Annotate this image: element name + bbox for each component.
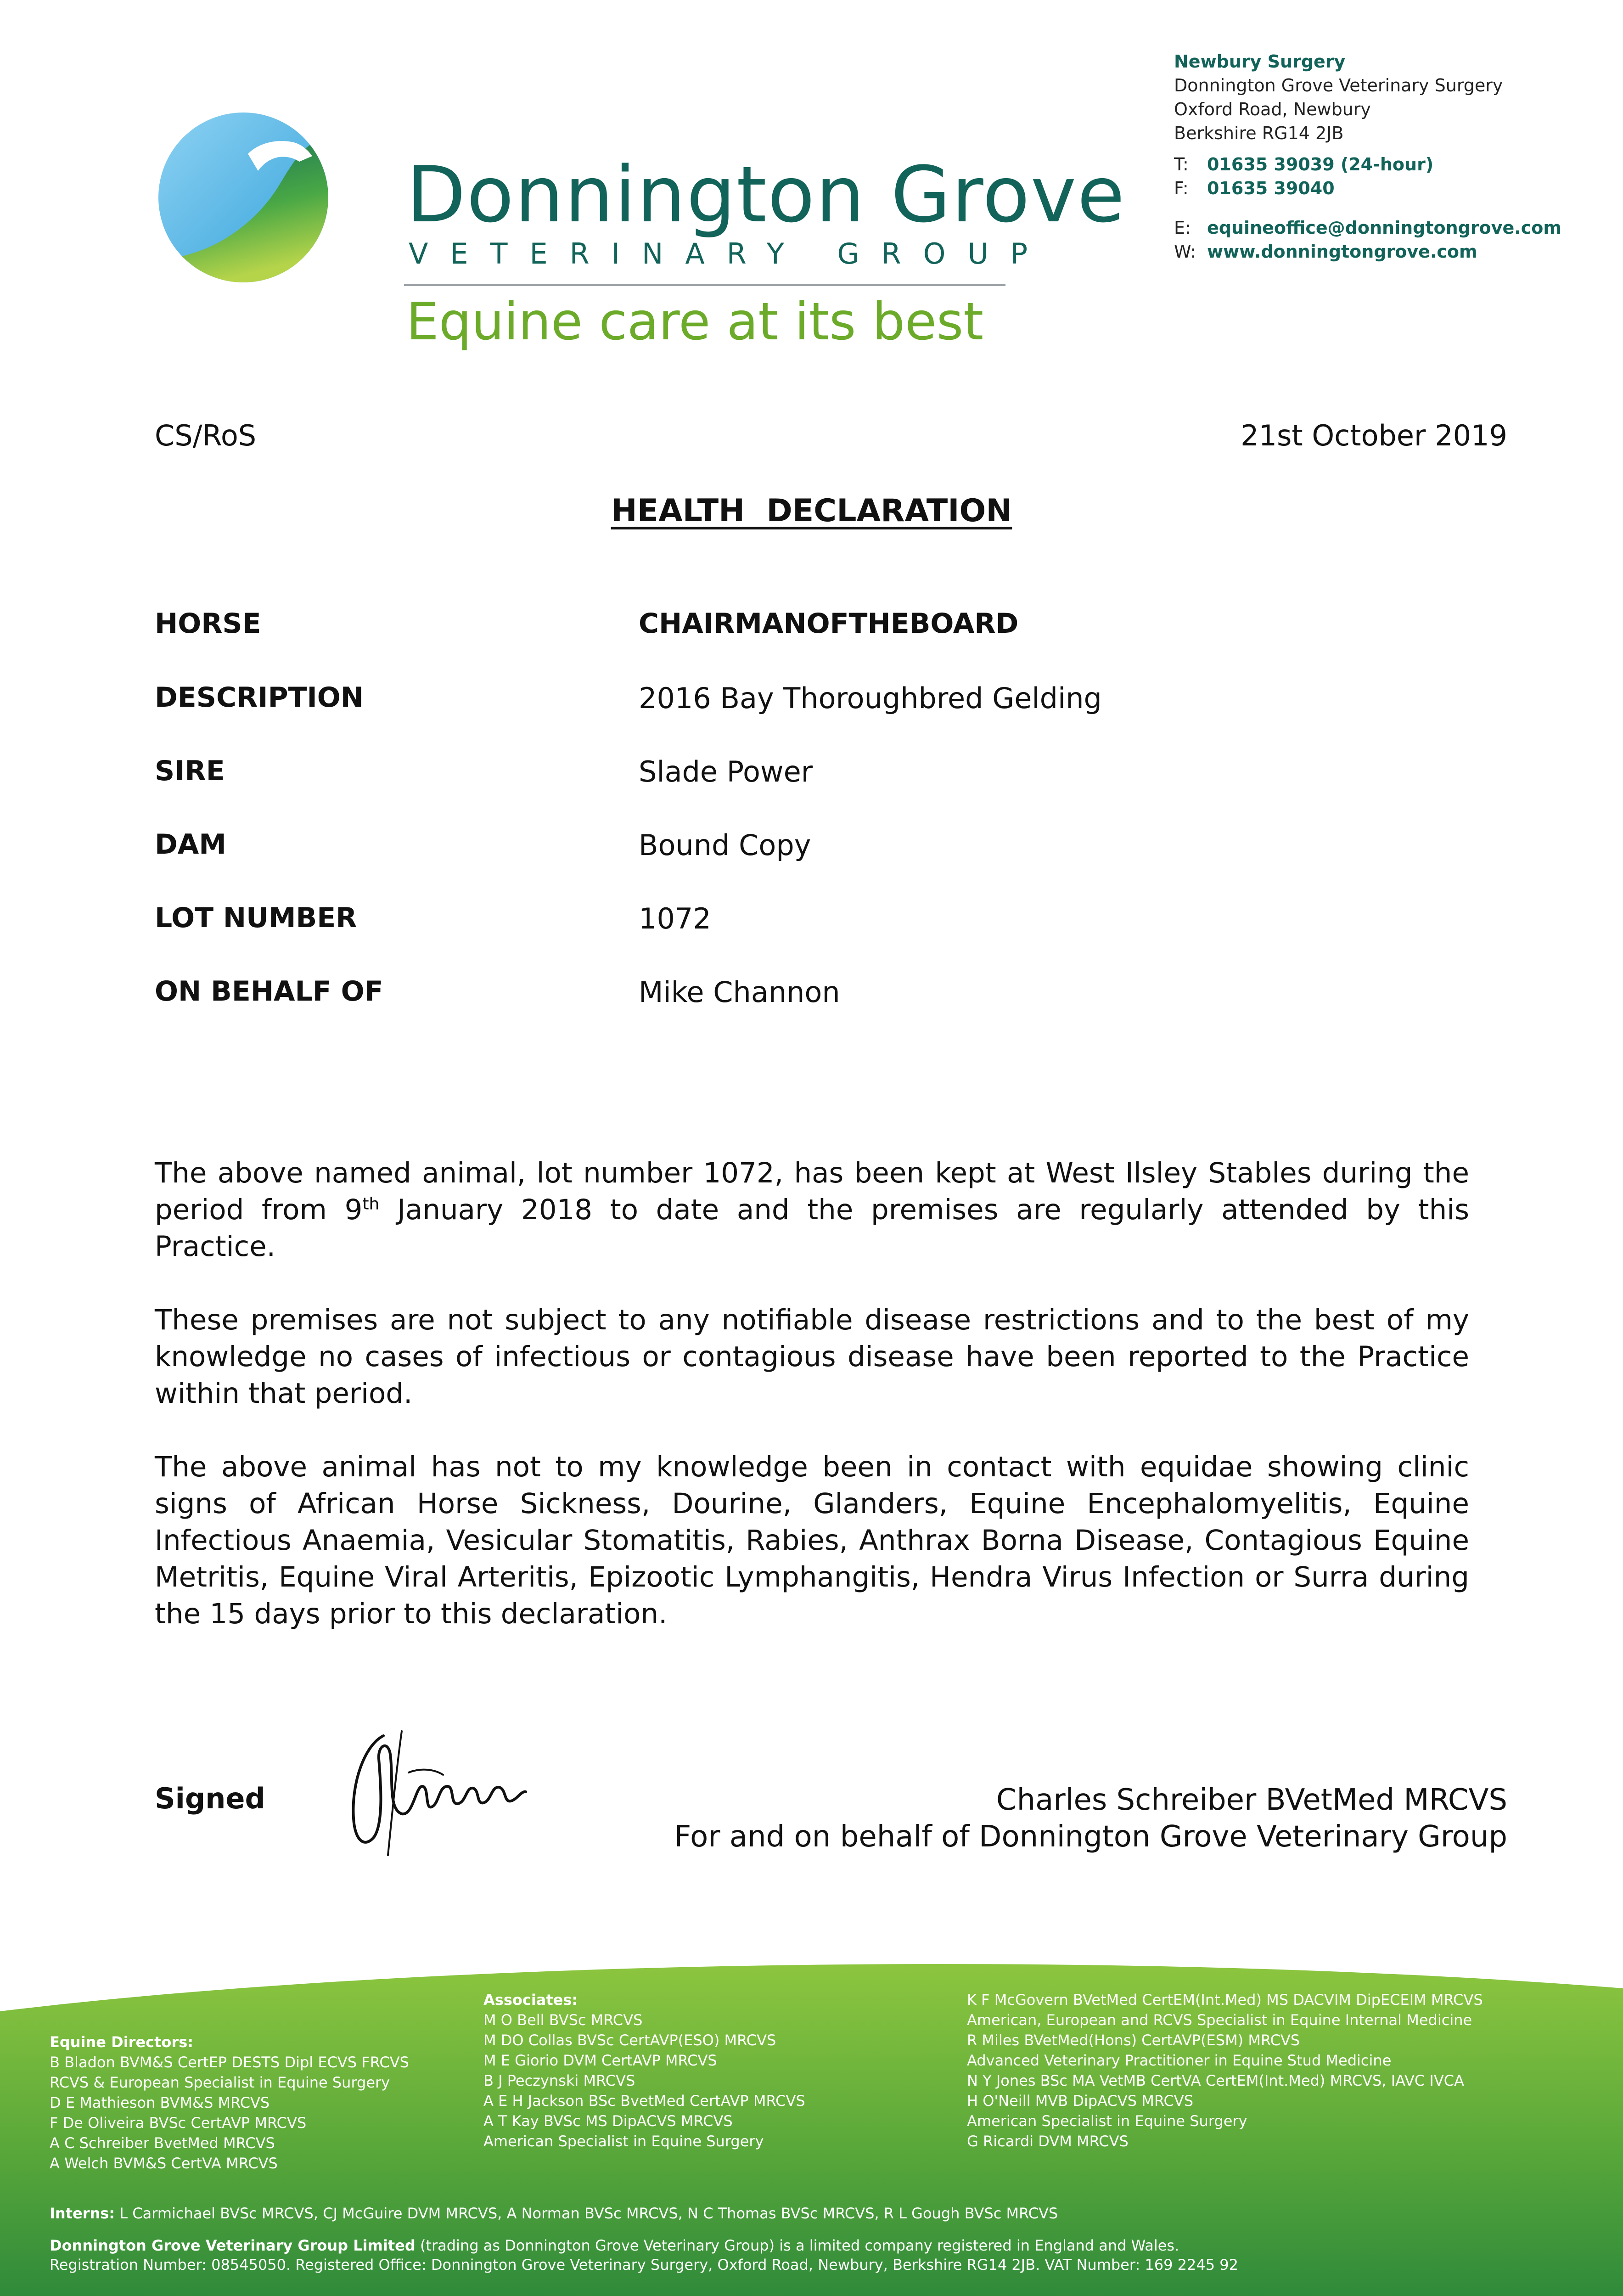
interns-label: Interns: <box>50 2205 115 2222</box>
associate-entry: B J Peczynski MRCVS <box>483 2072 635 2089</box>
associate-entry: K F McGovern BVetMed CertEM(Int.Med) MS DACVIM DipECEIM MRCVS <box>967 1991 1483 2009</box>
paragraph-premises-history <box>155 1155 1469 1265</box>
document-reference: CS/RoS <box>155 419 257 452</box>
associate-entry: American Specialist in Equine Surgery <box>483 2133 764 2150</box>
signature-image <box>333 1717 553 1869</box>
associate-entry: R Miles BVetMed(Hons) CertAVP(ESM) MRCVS <box>967 2032 1300 2049</box>
email-label: E: <box>1174 218 1191 238</box>
associate-entry: American, European and RCVS Specialist in Equine Internal Medicine <box>967 2011 1472 2029</box>
field-label-on-behalf-of: ON BEHALF OF <box>155 975 383 1007</box>
signer-name: Charles Schreiber BVetMed MRCVS <box>996 1783 1507 1817</box>
contact-block <box>1174 50 1561 264</box>
fax-row <box>1174 176 1561 200</box>
directors-heading: Equine Directors: <box>50 2033 194 2051</box>
associate-entry: N Y Jones BSc MA VetMB CertVA CertEM(Int.Med) MRCVS, IAVC IVCA <box>967 2072 1464 2089</box>
field-value-on-behalf-of: Mike Channon <box>639 975 840 1009</box>
address-line: Oxford Road, Newbury <box>1174 99 1371 119</box>
interns-list: L Carmichael BVSc MRCVS, CJ McGuire DVM MRCVS, A Norman BVSc MRCVS, N C Thomas BVSc MRCVS, R L Gough BVSc MRCVS <box>115 2205 1058 2222</box>
email-link[interactable]: equineoffice@donningtongrove.com <box>1207 218 1561 238</box>
field-label-dam: DAM <box>155 828 226 861</box>
associate-entry: Advanced Veterinary Practitioner in Equine Stud Medicine <box>967 2052 1392 2069</box>
director-entry: B Bladon BVM&S CertEP DESTS Dipl ECVS FRCVS <box>50 2054 409 2071</box>
paragraph-text: January 2018 to date and the premises are regularly attended by this Practice. <box>155 1193 1469 1263</box>
field-value-lot-number: 1072 <box>639 902 711 935</box>
field-value-sire: Slade Power <box>639 755 813 788</box>
field-value-horse: CHAIRMANOFTHEBOARD <box>639 608 1019 640</box>
website-link[interactable]: www.donningtongrove.com <box>1207 242 1477 262</box>
declaration-body <box>155 1155 1469 1669</box>
document-date: 21st October 2019 <box>1241 419 1507 452</box>
director-entry: A C Schreiber BvetMed MRCVS <box>50 2134 275 2152</box>
footer-background <box>0 1956 1623 2296</box>
associates-heading: Associates: <box>483 1991 578 2009</box>
brand-divider <box>404 284 1005 286</box>
field-label-description: DESCRIPTION <box>155 681 364 714</box>
address-line: Donnington Grove Veterinary Surgery <box>1174 75 1503 96</box>
email-row <box>1174 216 1561 240</box>
surgery-name: Newbury Surgery <box>1174 51 1346 72</box>
company-name: Donnington Grove Veterinary Group Limited <box>50 2237 416 2254</box>
company-text: (trading as Donnington Grove Veterinary Group) is a limited company registered in England and Wales. <box>415 2237 1179 2254</box>
document-title <box>0 493 1623 529</box>
fax-label: F: <box>1174 178 1189 198</box>
director-entry: RCVS & European Specialist in Equine Surgery <box>50 2074 390 2091</box>
associate-entry: M DO Collas BVSc CertAVP(ESO) MRCVS <box>483 2032 776 2049</box>
associate-entry: M O Bell BVSc MRCVS <box>483 2011 643 2029</box>
website-row <box>1174 240 1561 264</box>
field-label-horse: HORSE <box>155 608 261 640</box>
paragraph-text: The above named animal, lot number 1072, has been kept at West Ilsley Stables during the period from 9 <box>155 1157 1469 1226</box>
director-entry: D E Mathieson BVM&S MRCVS <box>50 2094 270 2111</box>
ordinal-suffix: th <box>362 1194 380 1214</box>
website-label: W: <box>1174 242 1196 262</box>
brand-subtitle: VETERINARY GROUP <box>409 237 1050 270</box>
director-entry: A Welch BVM&S CertVA MRCVS <box>50 2155 278 2172</box>
field-value-dam: Bound Copy <box>639 828 811 862</box>
associate-entry: G Ricardi DVM MRCVS <box>967 2133 1129 2150</box>
associate-entry: H O'Neill MVB DipACVS MRCVS <box>967 2092 1193 2110</box>
field-value-description: 2016 Bay Thoroughbred Gelding <box>639 681 1102 715</box>
signer-block <box>674 1782 1507 1855</box>
associate-entry: M E Giorio DVM CertAVP MRCVS <box>483 2052 717 2069</box>
associate-entry: A T Kay BVSc MS DipACVS MRCVS <box>483 2112 733 2130</box>
associate-entry: A E H Jackson BSc BvetMed CertAVP MRCVS <box>483 2092 805 2110</box>
address-line: Berkshire RG14 2JB <box>1174 123 1344 143</box>
signed-label: Signed <box>155 1782 265 1815</box>
document-title-text: HEALTH DECLARATION <box>611 493 1012 529</box>
director-entry: F De Oliveira BVSc CertAVP MRCVS <box>50 2114 307 2132</box>
telephone-row <box>1174 152 1561 176</box>
associate-entry: American Specialist in Equine Surgery <box>967 2112 1247 2130</box>
telephone-label: T: <box>1174 154 1189 174</box>
field-label-sire: SIRE <box>155 755 225 787</box>
paragraph-disease-restrictions: These premises are not subject to any notifiable disease restrictions and to the best of my knowledge no cases of infectious or contagious disease have been reported to the Practice within that period. <box>155 1304 1469 1410</box>
paragraph-contact-statement: The above animal has not to my knowledge been in contact with equidae showing clinic signs of African Horse Sickness, Dourine, Glanders, Equine Encephalomyelitis, Equine Infectious Anaemia, Vesicular Stomatitis, Rabies, Anthrax Borna Disease, Contagious Equine Metritis, Equine Viral Arteritis, Epizootic Lymphangitis, Hendra Virus Infection or Surra during the 15 days prior to this declaration. <box>155 1451 1469 1630</box>
telephone-number[interactable]: 01635 39039 (24-hour) <box>1207 154 1434 174</box>
signer-role: For and on behalf of Donnington Grove Veterinary Group <box>674 1820 1507 1854</box>
brand-tagline: Equine care at its best <box>406 292 984 352</box>
logo-icon <box>156 110 331 285</box>
field-label-lot-number: LOT NUMBER <box>155 902 357 934</box>
brand-name: Donnington Grove <box>406 150 1126 240</box>
fax-number: 01635 39040 <box>1207 178 1335 198</box>
registration-line: Registration Number: 08545050. Registered Office: Donnington Grove Veterinary Surgery, Oxford Road, Newbury, Berkshire RG14 2JB. VAT Number: 169 2245 92 <box>50 2256 1238 2273</box>
